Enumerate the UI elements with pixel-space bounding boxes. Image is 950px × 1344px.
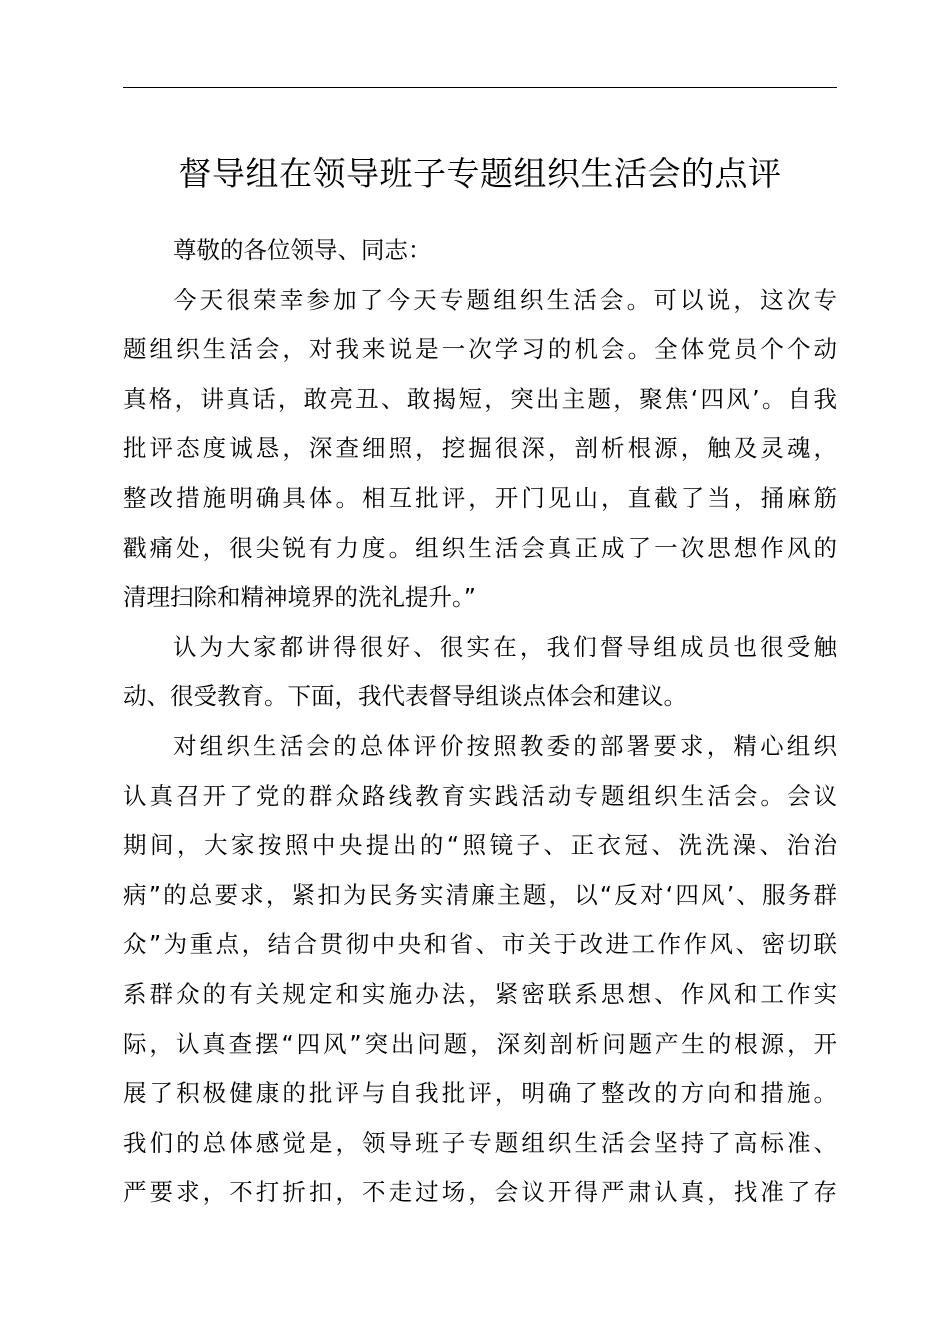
body-line: 认真召开了党的群众路线教育实践活动专题组织生活会。会议	[123, 781, 837, 810]
header-rule	[123, 87, 837, 88]
body-line: 我们的总体感觉是，领导班子专题组织生活会坚持了高标准、	[123, 1128, 837, 1157]
body-line: 系群众的有关规定和实施办法，紧密联系思想、作风和工作实	[123, 979, 837, 1008]
body-line: 批评态度诚恳，深查细照，挖掘很深，剖析根源，触及灵魂，	[123, 434, 837, 463]
body-line: 病”的总要求，紧扣为民务实清廉主题，以“反对‘四风’、服务群	[123, 880, 837, 909]
body-line: 对组织生活会的总体评价按照教委的部署要求，精心组织	[173, 731, 837, 760]
body-line: 动、很受教育。下面，我代表督导组谈点体会和建议。	[123, 682, 687, 711]
document-body	[123, 226, 837, 1218]
body-line: 严要求，不打折扣，不走过场，会议开得严肃认真，找准了存	[123, 1178, 837, 1207]
body-line: 期间，大家按照中央提出的“照镜子、正衣冠、洗洗澡、治治	[123, 831, 837, 860]
body-line: 戳痛处，很尖锐有力度。组织生活会真正成了一次思想作风的	[123, 533, 837, 562]
body-line: 展了积极健康的批评与自我批评，明确了整改的方向和措施。	[123, 1079, 837, 1108]
body-line: 清理扫除和精神境界的洗礼提升。”	[123, 583, 476, 612]
body-line: 题组织生活会，对我来说是一次学习的机会。全体党员个个动	[123, 335, 837, 364]
body-line: 众”为重点，结合贯彻中央和省、市关于改进工作作风、密切联	[123, 930, 837, 959]
document-title: 督导组在领导班子专题组织生活会的点评	[178, 154, 782, 193]
body-line: 整改措施明确具体。相互批评，开门见山，直截了当，捅麻筋	[123, 483, 837, 512]
body-line: 尊敬的各位领导、同志：	[173, 236, 432, 264]
body-line: 认为大家都讲得很好、很实在，我们督导组成员也很受触	[173, 632, 837, 661]
body-line: 真格，讲真话，敢亮丑、敢揭短，突出主题，聚焦‘四风’。自我	[123, 384, 837, 413]
body-line: 今天很荣幸参加了今天专题组织生活会。可以说，这次专	[173, 285, 837, 314]
body-line: 际，认真查摆“四风”突出问题，深刻剖析问题产生的根源，开	[123, 1029, 837, 1058]
